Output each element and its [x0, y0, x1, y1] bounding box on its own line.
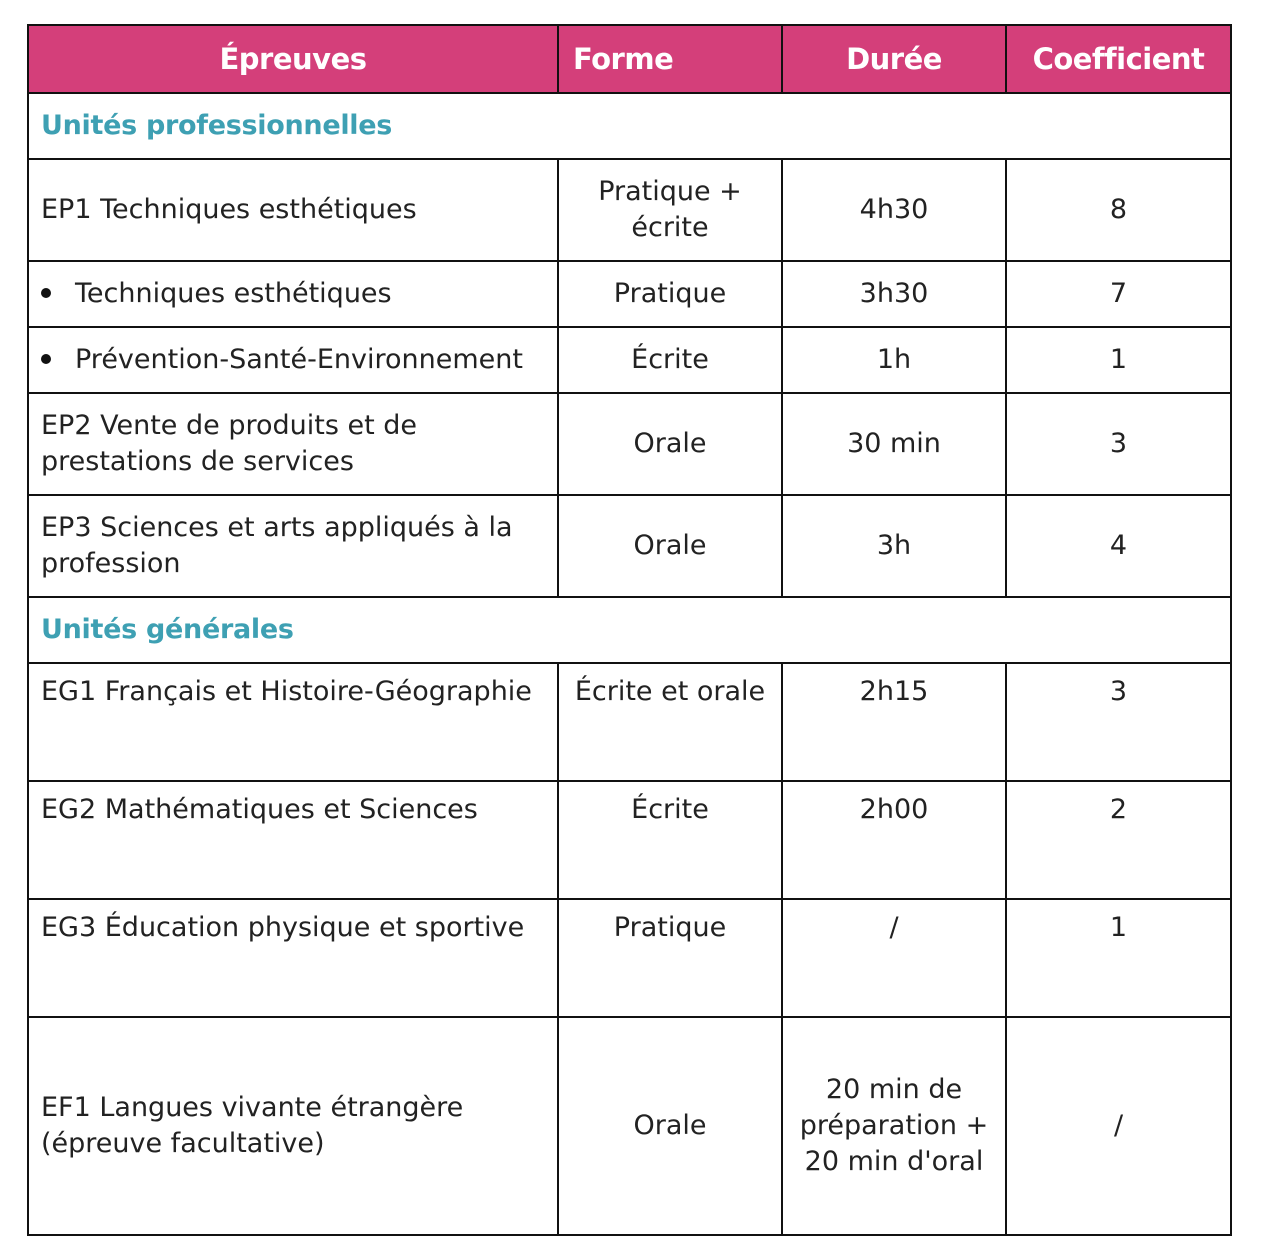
- cell-epreuve-bullet: [28, 261, 558, 327]
- header-duree: Durée: [782, 25, 1006, 93]
- cell-epreuve: EG2 Mathématiques et Sciences: [28, 781, 558, 899]
- table-header-row: [28, 25, 1231, 93]
- cell-duree: 2h15: [782, 663, 1006, 781]
- header-epreuves: Épreuves: [28, 25, 558, 93]
- cell-coef: 4: [1006, 495, 1231, 597]
- cell-forme: Pratique: [558, 261, 782, 327]
- cell-duree: 3h: [782, 495, 1006, 597]
- cell-epreuve-bullet: [28, 327, 558, 393]
- cell-forme: Pratique + écrite: [558, 159, 782, 261]
- cell-coef: 7: [1006, 261, 1231, 327]
- cell-duree: 4h30: [782, 159, 1006, 261]
- cell-epreuve: EP2 Vente de produits et de prestations de services: [28, 393, 558, 495]
- cell-coef: 3: [1006, 663, 1231, 781]
- cell-forme: Orale: [558, 393, 782, 495]
- cell-epreuve: EG3 Éducation physique et sportive: [28, 899, 558, 1017]
- cell-coef: 8: [1006, 159, 1231, 261]
- table-row: [28, 393, 1231, 495]
- cell-epreuve-text: Techniques esthétiques: [75, 278, 392, 309]
- table-row: [28, 1017, 1231, 1235]
- table-row: [28, 663, 1231, 781]
- cell-duree: 2h00: [782, 781, 1006, 899]
- cell-epreuve: EF1 Langues vivante étrangère (épreuve facultative): [28, 1017, 558, 1235]
- table-row: [28, 159, 1231, 261]
- cell-duree: /: [782, 899, 1006, 1017]
- cell-coef: 1: [1006, 327, 1231, 393]
- exam-table: [27, 24, 1232, 1236]
- bullet-icon: [41, 354, 51, 364]
- section-row-gen: [28, 597, 1231, 663]
- table-row: [28, 899, 1231, 1017]
- cell-epreuve: EP1 Techniques esthétiques: [28, 159, 558, 261]
- cell-duree: 1h: [782, 327, 1006, 393]
- cell-duree: 3h30: [782, 261, 1006, 327]
- cell-forme: Écrite: [558, 781, 782, 899]
- table-row: [28, 261, 1231, 327]
- cell-epreuve: EP3 Sciences et arts appliqués à la profession: [28, 495, 558, 597]
- table-row: [28, 327, 1231, 393]
- cell-duree: 30 min: [782, 393, 1006, 495]
- cell-forme: Orale: [558, 495, 782, 597]
- header-forme: Forme: [558, 25, 782, 93]
- bullet-icon: [41, 288, 51, 298]
- cell-duree: 20 min de préparation + 20 min d'oral: [782, 1017, 1006, 1235]
- cell-forme: Écrite et orale: [558, 663, 782, 781]
- section-title-pro: Unités professionnelles: [28, 93, 1231, 159]
- cell-coef: 1: [1006, 899, 1231, 1017]
- section-row-pro: [28, 93, 1231, 159]
- header-coefficient: Coefficient: [1006, 25, 1231, 93]
- cell-coef: /: [1006, 1017, 1231, 1235]
- cell-epreuve: EG1 Français et Histoire-Géographie: [28, 663, 558, 781]
- cell-epreuve-text: Prévention-Santé-Environnement: [75, 344, 523, 375]
- table-row: [28, 495, 1231, 597]
- section-title-gen: Unités générales: [28, 597, 1231, 663]
- cell-forme: Pratique: [558, 899, 782, 1017]
- cell-coef: 2: [1006, 781, 1231, 899]
- cell-forme: Écrite: [558, 327, 782, 393]
- table-row: [28, 781, 1231, 899]
- cell-coef: 3: [1006, 393, 1231, 495]
- cell-forme: Orale: [558, 1017, 782, 1235]
